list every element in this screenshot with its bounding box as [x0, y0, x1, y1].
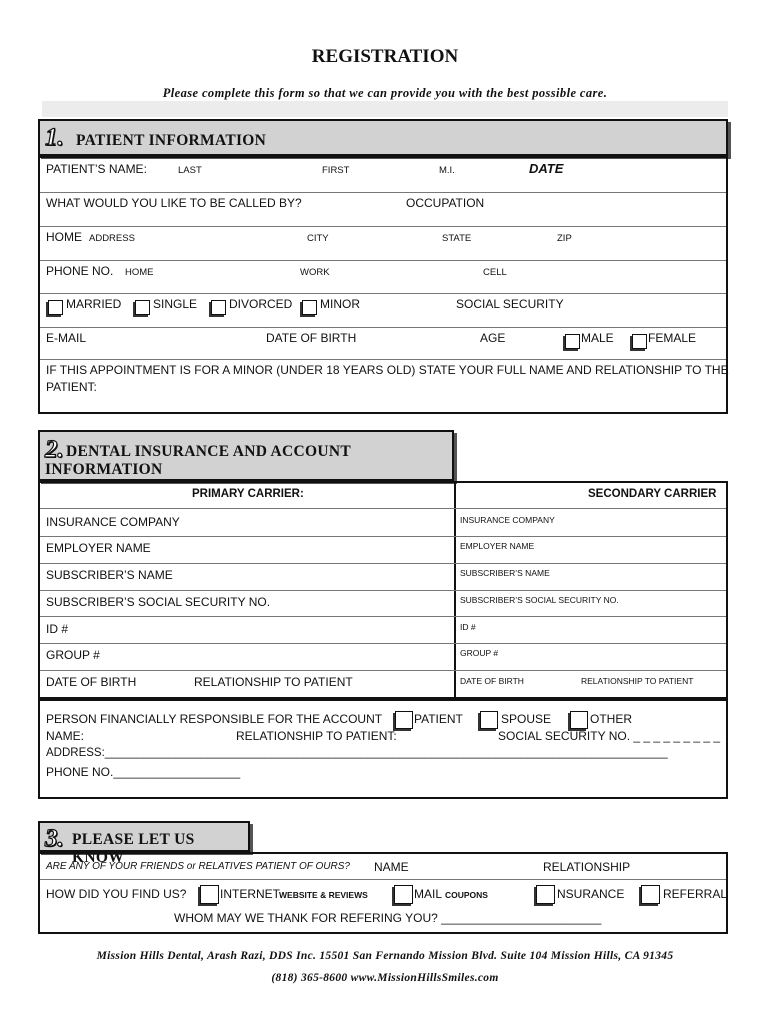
footer-address: Mission Hills Dental, Arash Razi, DDS Inc. 15501 San Fernando Mission Blvd. Suite 104 Mission Hills, CA 91345 — [96, 950, 674, 962]
secondary-insurance-company-field[interactable]: INSURANCE COMPANY — [460, 515, 555, 525]
date-of-birth-field[interactable]: DATE OF BIRTH — [266, 331, 357, 345]
section3-title: PLEASE LET US KNOW — [72, 831, 195, 866]
email-field[interactable]: E-MAIL — [46, 331, 87, 345]
minor-note-line1: IF THIS APPOINTMENT IS FOR A MINOR (UNDER 18 YEARS OLD) STATE YOUR FULL NAME AND RELATIONSHIP TO THE — [46, 363, 729, 377]
dental-insurance-form — [38, 481, 728, 699]
responsible-other-label: OTHER — [590, 712, 632, 726]
insurance-label: NSURANCE — [557, 887, 625, 901]
primary-subscriber-ssn-field[interactable]: SUBSCRIBER’S SOCIAL SECURITY NO. — [46, 595, 271, 609]
friends-relatives-label: ARE ANY OF YOUR FRIENDS or RELATIVES PATIENT OF OURS? — [46, 861, 350, 872]
page-subtitle: Please complete this form so that we can provide you with the best possible care. — [162, 86, 608, 100]
divorced-checkbox[interactable] — [211, 300, 226, 315]
section3-number-icon: 3. — [45, 825, 64, 852]
state-field[interactable]: STATE — [442, 233, 472, 244]
home-address-label: HOME — [46, 230, 82, 244]
patient-information-form — [38, 156, 728, 414]
secondary-relationship-field[interactable]: RELATIONSHIP TO PATIENT — [581, 676, 694, 686]
primary-carrier-heading: PRIMARY CARRIER: — [192, 488, 304, 500]
age-field[interactable]: AGE — [480, 331, 506, 345]
minor-label: MINOR — [320, 297, 360, 311]
friend-name-field[interactable]: NAME — [374, 860, 409, 874]
section2-title-line1: DENTAL INSURANCE AND ACCOUNT — [66, 443, 352, 460]
responsible-phone-field[interactable]: PHONE NO.___________________ — [46, 765, 241, 779]
primary-relationship-field[interactable]: RELATIONSHIP TO PATIENT — [194, 675, 353, 689]
work-phone-field[interactable]: WORK — [300, 267, 330, 278]
responsible-relationship-field[interactable]: RELATIONSHIP TO PATIENT: — [236, 729, 397, 743]
responsible-address-field[interactable]: ADDRESS:________________________________________________________________________________________ — [46, 747, 668, 759]
responsible-patient-label: PATIENT — [414, 712, 463, 726]
single-label: SINGLE — [153, 297, 198, 311]
female-label: FEMALE — [648, 331, 697, 345]
primary-subscriber-name-field[interactable]: SUBSCRIBER’S NAME — [46, 568, 173, 582]
address-field[interactable]: ADDRESS — [89, 233, 135, 244]
section1-title: PATIENT INFORMATION — [76, 132, 267, 149]
internet-checkbox[interactable] — [200, 885, 219, 904]
married-label: MARRIED — [66, 297, 122, 311]
responsible-party-label: PERSON FINANCIALLY RESPONSIBLE FOR THE ACCOUNT — [46, 712, 383, 726]
preferred-name-field[interactable]: WHAT WOULD YOU LIKE TO BE CALLED BY? — [46, 196, 302, 210]
single-checkbox[interactable] — [135, 300, 150, 315]
primary-dob-field[interactable]: DATE OF BIRTH — [46, 675, 137, 689]
referral-form — [38, 852, 728, 934]
secondary-id-field[interactable]: ID # — [460, 622, 476, 632]
middle-initial-field[interactable]: M.I. — [439, 165, 455, 176]
referrer-thanks-field[interactable]: WHOM MAY WE THANK FOR REFERING YOU? ________________________ — [174, 911, 602, 925]
page-title: REGISTRATION — [311, 46, 459, 67]
financial-responsibility-form — [38, 699, 728, 799]
footer-contact: (818) 365-8600 www.MissionHillsSmiles.com — [271, 972, 499, 984]
responsible-patient-checkbox[interactable] — [395, 711, 413, 729]
zip-field[interactable]: ZIP — [557, 233, 572, 244]
section1-number-icon: 1. — [45, 124, 64, 151]
minor-checkbox[interactable] — [302, 300, 317, 315]
primary-id-field[interactable]: ID # — [46, 622, 69, 636]
mail-sub-label: COUPONS — [445, 890, 488, 900]
occupation-field[interactable]: OCCUPATION — [406, 196, 485, 210]
section2-header — [38, 430, 454, 481]
header-divider-bar — [42, 101, 728, 117]
insurance-checkbox[interactable] — [536, 885, 555, 904]
responsible-name-field[interactable]: NAME: — [46, 729, 85, 743]
secondary-employer-name-field[interactable]: EMPLOYER NAME — [460, 541, 535, 551]
how-did-you-find-us-label: HOW DID YOU FIND US? — [46, 887, 187, 901]
internet-label: INTERNET — [220, 887, 280, 901]
divorced-label: DIVORCED — [229, 297, 293, 311]
secondary-group-field[interactable]: GROUP # — [460, 648, 499, 658]
internet-sub-label: WEBSITE & REVIEWS — [279, 890, 368, 900]
referral-label: REFERRAL — [663, 887, 728, 901]
secondary-subscriber-name-field[interactable]: SUBSCRIBER’S NAME — [460, 568, 550, 578]
married-checkbox[interactable] — [48, 300, 63, 315]
secondary-subscriber-ssn-field[interactable]: SUBSCRIBER’S SOCIAL SECURITY NO. — [460, 595, 619, 605]
section2-title-line2: INFORMATION — [45, 461, 163, 478]
phone-label: PHONE NO. — [46, 264, 114, 278]
referral-checkbox[interactable] — [641, 885, 660, 904]
female-checkbox[interactable] — [632, 334, 647, 349]
responsible-spouse-checkbox[interactable] — [480, 711, 498, 729]
home-phone-field[interactable]: HOME — [125, 267, 154, 278]
last-name-field[interactable]: LAST — [178, 165, 202, 176]
patients-name-label: PATIENT’S NAME: — [46, 162, 147, 176]
primary-employer-name-field[interactable]: EMPLOYER NAME — [46, 541, 151, 555]
section1-header — [38, 119, 728, 156]
social-security-field[interactable]: SOCIAL SECURITY — [456, 297, 564, 311]
friend-relationship-field[interactable]: RELATIONSHIP — [543, 860, 631, 874]
cell-phone-field[interactable]: CELL — [483, 267, 507, 278]
primary-group-field[interactable]: GROUP # — [46, 648, 100, 662]
section3-header — [38, 821, 250, 866]
minor-note-line2: PATIENT: — [46, 380, 97, 394]
secondary-carrier-heading: SECONDARY CARRIER — [588, 488, 717, 500]
city-field[interactable]: CITY — [307, 233, 329, 244]
responsible-other-checkbox[interactable] — [570, 711, 588, 729]
date-field[interactable]: DATE — [529, 161, 564, 176]
mail-label: MAIL — [414, 887, 443, 901]
responsible-spouse-label: SPOUSE — [501, 712, 552, 726]
secondary-dob-field[interactable]: DATE OF BIRTH — [460, 676, 524, 686]
mail-checkbox[interactable] — [394, 885, 413, 904]
section2-number-icon: 2. — [45, 436, 64, 463]
first-name-field[interactable]: FIRST — [322, 165, 350, 176]
male-label: MALE — [581, 331, 614, 345]
primary-insurance-company-field[interactable]: INSURANCE COMPANY — [46, 515, 180, 529]
responsible-ssn-field[interactable]: SOCIAL SECURITY NO. _ _ _ _ _ _ _ _ _ — [498, 729, 721, 743]
male-checkbox[interactable] — [565, 334, 580, 349]
